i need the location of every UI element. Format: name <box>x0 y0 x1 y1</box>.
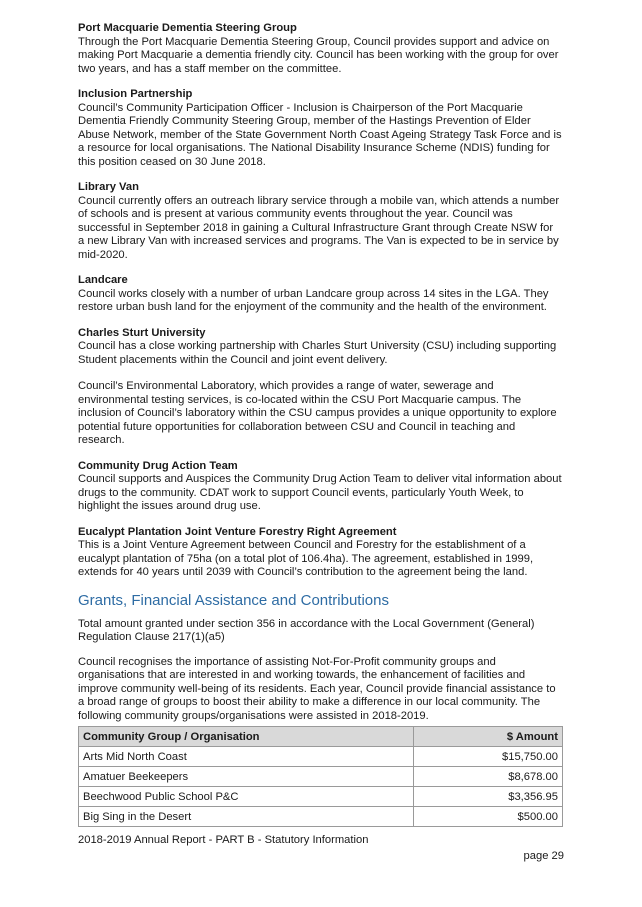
organisation-cell: Arts Mid North Coast <box>79 747 414 767</box>
page-number: page 29 <box>523 850 564 862</box>
section-body: Council’s Environmental Laboratory, which provides a range of water, sewerage and environmental testing services, is co-located within the CSU Port Macquarie campus. The inclusion of Council’s laboratory within the CSU campus provides a unique opportunity to explore potential future opportunities for collaboration between CSU and Council in teaching and research. <box>78 380 557 446</box>
page-content <box>78 22 562 827</box>
section-body: Council has a close working partnership with Charles Sturt University (CSU) including supporting Student placements within the Council and joint event delivery. <box>78 340 557 366</box>
section-body: Council works closely with a number of urban Landcare group across 14 sites in the LGA. They restore urban bush land for the enjoyment of the community and the health of the environment. <box>78 287 549 313</box>
section-title: Eucalypt Plantation Joint Venture Forestry Right Agreement <box>78 525 397 538</box>
section-eucalypt-plantation <box>78 526 562 580</box>
section-charles-sturt-university <box>78 327 562 448</box>
table-row <box>79 807 563 827</box>
grants-intro: Total amount granted under section 356 in accordance with the Local Government (General) Regulation Clause 217(1)(a5) <box>78 617 535 643</box>
section-body: Council supports and Auspices the Community Drug Action Team to deliver vital information about drugs to the community. CDAT work to support Council events, particularly Youth Week, to highlight the issues around drug use. <box>78 473 562 512</box>
section-landcare <box>78 274 562 315</box>
amount-cell: $8,678.00 <box>414 767 563 787</box>
section-body: This is a Joint Venture Agreement between Council and Forestry for the establishment of a eucalypt plantation of 75ha (on a total plot of 106.4ha). The agreement, established in 1999, extends for 40 years until 2039 with Council’s contribution to the agreement being the land. <box>78 539 534 578</box>
grants-heading: Grants, Financial Assistance and Contributions <box>78 591 389 609</box>
table-header-row <box>79 727 563 747</box>
section-dementia-steering-group <box>78 22 562 76</box>
organisation-cell: Big Sing in the Desert <box>79 807 414 827</box>
section-inclusion-partnership <box>78 88 562 169</box>
grants-table <box>78 726 563 827</box>
organisation-cell: Beechwood Public School P&C <box>79 787 414 807</box>
footer-text: 2018-2019 Annual Report - PART B - Statutory Information <box>78 834 369 846</box>
section-title: Inclusion Partnership <box>78 88 193 100</box>
section-body: Through the Port Macquarie Dementia Steering Group, Council provides support and advice on making Port Macquarie a dementia friendly city. Council has been working with the group for over two years, and has a staff member on the committee. <box>78 35 559 75</box>
table-row <box>79 747 563 767</box>
table-row <box>79 787 563 807</box>
section-drug-action-team <box>78 460 562 514</box>
section-library-van <box>78 181 562 262</box>
amount-cell: $3,356.95 <box>414 787 563 807</box>
section-title: Landcare <box>78 274 128 286</box>
section-body: Council’s Community Participation Officer - Inclusion is Chairperson of the Port Macquarie Dementia Friendly Community Steering Group, member of the Hastings Prevention of Elder Abuse Network, member of the State Government North Coast Ageing Strategy Task Force and is a resource for local organisations. The National Disability Insurance Scheme (NDIS) funding for this position ceased on 30 June 2018. <box>78 101 562 168</box>
amount-cell: $15,750.00 <box>414 747 563 767</box>
table-row <box>79 767 563 787</box>
column-header-organisation: Community Group / Organisation <box>79 727 414 747</box>
section-title: Charles Sturt University <box>78 326 206 339</box>
section-title: Community Drug Action Team <box>78 459 238 472</box>
section-title: Library Van <box>78 181 139 193</box>
section-body: Council currently offers an outreach library service through a mobile van, which attends a number of schools and is present at various community events throughout the year. Council was successful in September 2018 in gaining a Cultural Infrastructure Grant through Create NSW for a new Library Van with increased services and programs. The Van is expected to be in service by mid-2020. <box>78 194 560 261</box>
section-title: Port Macquarie Dementia Steering Group <box>78 22 297 34</box>
organisation-cell: Amatuer Beekeepers <box>79 767 414 787</box>
column-header-amount: $ Amount <box>414 727 563 747</box>
grants-description: Council recognises the importance of assisting Not-For-Profit community groups and organisations that are interested in and working towards, the enhancement of facilities and improve community well-being of its residents. Each year, Council provide financial assistance to a broad range of groups to boost their ability to make a difference in our local community. The following community groups/organisations were assisted in 2018-2019. <box>78 655 556 722</box>
amount-cell: $500.00 <box>414 807 563 827</box>
